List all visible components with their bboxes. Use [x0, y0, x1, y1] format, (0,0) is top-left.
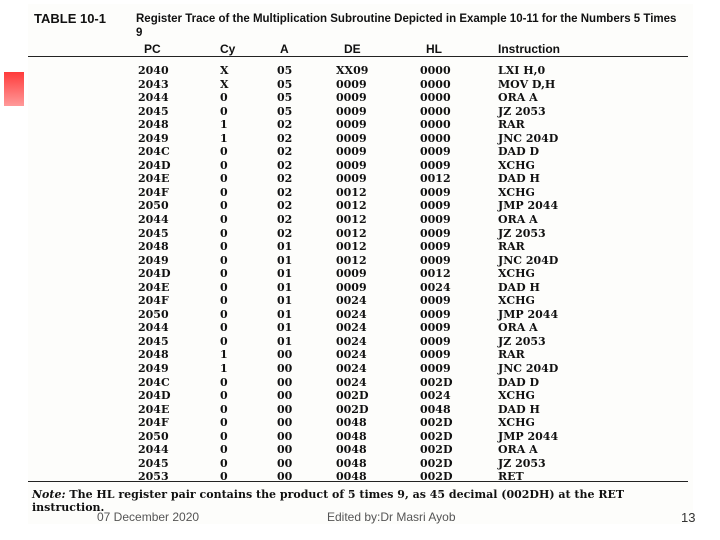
- cell-pc: 204F: [138, 416, 169, 430]
- cell-hl: 0000: [420, 91, 451, 105]
- table-row: [28, 443, 688, 457]
- note-text: The HL register pair contains the product of 5 times 9, as 45 decimal (002DH) at the RET instruction.: [32, 488, 625, 514]
- cell-cy: 0: [220, 172, 228, 186]
- cell-instruction: DAD H: [498, 280, 540, 294]
- table-row: [28, 64, 688, 78]
- cell-pc: 2045: [138, 456, 169, 470]
- cell-cy: 1: [220, 348, 228, 362]
- cell-cy: 0: [220, 429, 228, 443]
- cell-de: XX09: [336, 64, 369, 77]
- table-row: [28, 132, 688, 146]
- cell-a: 01: [277, 321, 293, 335]
- table-row: [28, 254, 688, 268]
- cell-hl: 0009: [420, 294, 451, 308]
- cell-pc: 2048: [138, 348, 169, 362]
- table-row: [28, 362, 688, 376]
- cell-de: 0024: [336, 362, 367, 376]
- cell-hl: 0009: [420, 334, 451, 348]
- page-number: 13: [681, 510, 696, 525]
- cell-cy: 0: [220, 253, 228, 267]
- cell-a: 05: [277, 104, 293, 118]
- cell-a: 00: [277, 362, 293, 376]
- cell-a: 01: [277, 294, 293, 308]
- cell-a: 01: [277, 253, 293, 267]
- cell-hl: 0009: [420, 213, 451, 227]
- cell-instruction: ORA A: [498, 213, 538, 227]
- cell-instruction: DAD H: [498, 172, 540, 186]
- table-row: [28, 430, 688, 444]
- header-de: DE: [344, 42, 361, 56]
- cell-a: 02: [277, 172, 293, 186]
- cell-pc: 204C: [138, 375, 170, 389]
- cell-a: 00: [277, 375, 293, 389]
- cell-cy: 0: [220, 456, 228, 470]
- cell-instruction: XCHG: [498, 294, 535, 308]
- cell-hl: 002D: [420, 456, 453, 470]
- cell-hl: 0009: [420, 145, 451, 159]
- cell-a: 02: [277, 118, 293, 132]
- cell-instruction: JZ 2053: [498, 226, 546, 240]
- cell-a: 02: [277, 158, 293, 172]
- cell-hl: 0009: [420, 253, 451, 267]
- cell-cy: 1: [220, 118, 228, 132]
- header-hl: HL: [426, 42, 442, 56]
- cell-de: 0012: [336, 199, 367, 213]
- cell-de: 0024: [336, 307, 367, 321]
- cell-hl: 0009: [420, 321, 451, 335]
- table-bottom-rule: [28, 481, 688, 482]
- cell-a: 00: [277, 470, 293, 484]
- cell-a: 05: [277, 91, 293, 105]
- cell-de: 0048: [336, 470, 367, 484]
- cell-a: 00: [277, 429, 293, 443]
- cell-hl: 002D: [420, 416, 453, 430]
- cell-hl: 0000: [420, 118, 451, 132]
- cell-pc: 2044: [138, 443, 169, 457]
- table-row: [28, 199, 688, 213]
- cell-cy: 0: [220, 213, 228, 227]
- cell-de: 0012: [336, 226, 367, 240]
- footer-author: Edited by:Dr Masri Ayob: [327, 510, 456, 524]
- cell-pc: 204F: [138, 294, 169, 308]
- table-row: [28, 403, 688, 417]
- cell-instruction: JNC 204D: [498, 253, 559, 267]
- table-row: [28, 213, 688, 227]
- cell-cy: 0: [220, 321, 228, 335]
- table-row: [28, 227, 688, 241]
- cell-pc: 204E: [138, 172, 170, 186]
- cell-instruction: JMP 2044: [498, 199, 559, 213]
- cell-instruction: XCHG: [498, 389, 535, 403]
- cell-cy: 1: [220, 131, 228, 145]
- cell-de: 0024: [336, 321, 367, 335]
- cell-a: 01: [277, 334, 293, 348]
- cell-pc: 204C: [138, 145, 170, 159]
- cell-cy: 0: [220, 294, 228, 308]
- cell-pc: 204E: [138, 280, 170, 294]
- table-row: [28, 267, 688, 281]
- cell-cy: 0: [220, 267, 228, 281]
- cell-a: 00: [277, 389, 293, 403]
- cell-pc: 204D: [138, 389, 171, 403]
- cell-de: 0048: [336, 456, 367, 470]
- cell-de: 0024: [336, 294, 367, 308]
- cell-cy: 0: [220, 91, 228, 105]
- cell-cy: 0: [220, 334, 228, 348]
- cell-a: 02: [277, 185, 293, 199]
- cell-a: 02: [277, 213, 293, 227]
- cell-instruction: DAD H: [498, 402, 540, 416]
- cell-pc: 2053: [138, 470, 169, 484]
- cell-hl: 002D: [420, 443, 453, 457]
- cell-de: 0009: [336, 77, 367, 91]
- cell-de: 0024: [336, 334, 367, 348]
- cell-instruction: DAD D: [498, 145, 539, 159]
- header-a: A: [280, 42, 289, 56]
- cell-a: 00: [277, 402, 293, 416]
- cell-hl: 0000: [420, 131, 451, 145]
- cell-instruction: XCHG: [498, 267, 535, 281]
- cell-pc: 204D: [138, 267, 171, 281]
- cell-de: 0009: [336, 280, 367, 294]
- table-row: [28, 321, 688, 335]
- cell-de: 0024: [336, 348, 367, 362]
- cell-instruction: JMP 2044: [498, 429, 559, 443]
- cell-hl: 0009: [420, 362, 451, 376]
- cell-hl: 0009: [420, 226, 451, 240]
- table-row: [28, 416, 688, 430]
- table-caption: Register Trace of the Multiplication Subroutine Depicted in Example 10-11 for the Numbers 5 Times 9: [136, 13, 677, 39]
- cell-hl: 002D: [420, 429, 453, 443]
- cell-pc: 2050: [138, 429, 169, 443]
- cell-pc: 2045: [138, 334, 169, 348]
- cell-a: 01: [277, 307, 293, 321]
- cell-a: 05: [277, 77, 293, 91]
- cell-de: 0009: [336, 118, 367, 132]
- cell-instruction: RAR: [498, 118, 525, 132]
- cell-cy: X: [220, 64, 229, 77]
- cell-pc: 2049: [138, 131, 169, 145]
- table-row: [28, 91, 688, 105]
- cell-de: 0009: [336, 145, 367, 159]
- table-row: [28, 335, 688, 349]
- cell-pc: 204F: [138, 185, 169, 199]
- cell-cy: 0: [220, 280, 228, 294]
- cell-hl: 0000: [420, 77, 451, 91]
- cell-instruction: JZ 2053: [498, 334, 546, 348]
- cell-a: 02: [277, 199, 293, 213]
- cell-pc: 204E: [138, 402, 170, 416]
- cell-instruction: RAR: [498, 348, 525, 362]
- cell-hl: 0009: [420, 158, 451, 172]
- cell-a: 05: [277, 64, 293, 77]
- cell-hl: 0048: [420, 402, 451, 416]
- cell-hl: 0009: [420, 348, 451, 362]
- cell-instruction: MOV D,H: [498, 77, 556, 91]
- cell-cy: X: [220, 77, 229, 91]
- cell-instruction: JZ 2053: [498, 104, 546, 118]
- cell-cy: 0: [220, 416, 228, 430]
- cell-instruction: JZ 2053: [498, 456, 546, 470]
- cell-cy: 0: [220, 240, 228, 254]
- cell-pc: 2044: [138, 321, 169, 335]
- table-row: [28, 308, 688, 322]
- cell-pc: 204D: [138, 158, 171, 172]
- cell-de: 002D: [336, 389, 369, 403]
- cell-hl: 002D: [420, 470, 453, 484]
- cell-hl: 002D: [420, 375, 453, 389]
- cell-instruction: ORA A: [498, 321, 538, 335]
- note-label: Note:: [32, 488, 66, 501]
- table-row: [28, 240, 688, 254]
- cell-instruction: ORA A: [498, 443, 538, 457]
- table-row: [28, 294, 688, 308]
- table-row: [28, 348, 688, 362]
- cell-de: 0009: [336, 172, 367, 186]
- cell-cy: 0: [220, 158, 228, 172]
- cell-a: 00: [277, 348, 293, 362]
- cell-pc: 2043: [138, 77, 169, 91]
- cell-hl: 0009: [420, 185, 451, 199]
- cell-de: 0009: [336, 131, 367, 145]
- cell-pc: 2044: [138, 91, 169, 105]
- cell-instruction: ORA A: [498, 91, 538, 105]
- cell-a: 00: [277, 416, 293, 430]
- slide-accent-bar: [4, 72, 24, 106]
- cell-cy: 0: [220, 389, 228, 403]
- cell-a: 01: [277, 280, 293, 294]
- cell-cy: 0: [220, 402, 228, 416]
- cell-de: 0048: [336, 416, 367, 430]
- cell-hl: 0012: [420, 267, 451, 281]
- cell-de: 0024: [336, 375, 367, 389]
- cell-instruction: DAD D: [498, 375, 539, 389]
- cell-a: 00: [277, 456, 293, 470]
- cell-de: 0012: [336, 213, 367, 227]
- table-document: [28, 4, 696, 525]
- table-label: TABLE 10-1: [34, 11, 106, 26]
- cell-pc: 2048: [138, 118, 169, 132]
- cell-hl: 0000: [420, 104, 451, 118]
- cell-cy: 0: [220, 443, 228, 457]
- cell-a: 02: [277, 131, 293, 145]
- cell-hl: 0000: [420, 64, 451, 77]
- cell-cy: 0: [220, 470, 228, 484]
- table-row: [28, 172, 688, 186]
- cell-de: 0009: [336, 267, 367, 281]
- cell-pc: 2050: [138, 199, 169, 213]
- cell-hl: 0024: [420, 389, 451, 403]
- cell-hl: 0009: [420, 199, 451, 213]
- cell-a: 01: [277, 240, 293, 254]
- cell-de: 0048: [336, 429, 367, 443]
- header-instruction: Instruction: [498, 42, 560, 56]
- cell-de: 0012: [336, 253, 367, 267]
- cell-de: 0048: [336, 443, 367, 457]
- table-row: [28, 376, 688, 390]
- table-body: [28, 64, 688, 484]
- cell-a: 00: [277, 443, 293, 457]
- cell-cy: 0: [220, 226, 228, 240]
- table-row: [28, 457, 688, 471]
- cell-cy: 1: [220, 362, 228, 376]
- cell-cy: 0: [220, 199, 228, 213]
- cell-hl: 0012: [420, 172, 451, 186]
- cell-cy: 0: [220, 375, 228, 389]
- cell-hl: 0009: [420, 240, 451, 254]
- cell-pc: 2049: [138, 253, 169, 267]
- cell-a: 02: [277, 226, 293, 240]
- cell-instruction: RET: [498, 470, 524, 484]
- cell-instruction: XCHG: [498, 158, 535, 172]
- cell-instruction: JMP 2044: [498, 307, 559, 321]
- cell-cy: 0: [220, 307, 228, 321]
- table-row: [28, 159, 688, 173]
- cell-instruction: RAR: [498, 240, 525, 254]
- header-pc: PC: [144, 42, 161, 56]
- cell-cy: 0: [220, 104, 228, 118]
- cell-instruction: JNC 204D: [498, 131, 559, 145]
- cell-de: 0009: [336, 158, 367, 172]
- table-row: [28, 145, 688, 159]
- cell-instruction: XCHG: [498, 416, 535, 430]
- cell-hl: 0009: [420, 307, 451, 321]
- cell-de: 0012: [336, 240, 367, 254]
- cell-de: 002D: [336, 402, 369, 416]
- cell-instruction: XCHG: [498, 185, 535, 199]
- cell-instruction: JNC 204D: [498, 362, 559, 376]
- cell-pc: 2048: [138, 240, 169, 254]
- cell-cy: 0: [220, 145, 228, 159]
- table-header: [28, 42, 688, 57]
- table-row: [28, 118, 688, 132]
- cell-pc: 2045: [138, 104, 169, 118]
- cell-pc: 2050: [138, 307, 169, 321]
- cell-instruction: LXI H,0: [498, 64, 546, 77]
- cell-pc: 2040: [138, 64, 169, 77]
- cell-de: 0009: [336, 104, 367, 118]
- cell-pc: 2045: [138, 226, 169, 240]
- cell-pc: 2044: [138, 213, 169, 227]
- cell-a: 01: [277, 267, 293, 281]
- header-cy: Cy: [220, 42, 236, 56]
- table-row: [28, 281, 688, 295]
- table-row: [28, 105, 688, 119]
- table-row: [28, 186, 688, 200]
- cell-de: 0009: [336, 91, 367, 105]
- cell-pc: 2049: [138, 362, 169, 376]
- cell-hl: 0024: [420, 280, 451, 294]
- table-row: [28, 389, 688, 403]
- footer-date: 07 December 2020: [97, 510, 200, 524]
- cell-a: 02: [277, 145, 293, 159]
- cell-cy: 0: [220, 185, 228, 199]
- table-row: [28, 78, 688, 92]
- cell-de: 0012: [336, 185, 367, 199]
